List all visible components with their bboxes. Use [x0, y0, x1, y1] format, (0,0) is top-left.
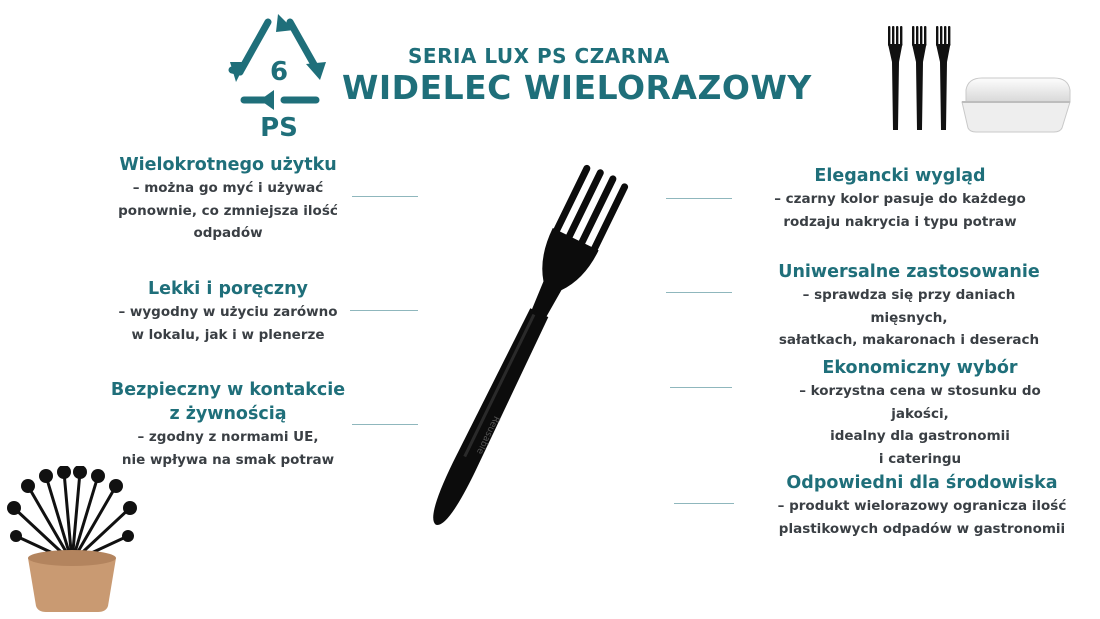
feature-title: Odpowiedni dla środowiska: [786, 473, 1058, 493]
feature-description: – czarny kolor pasuje do każdego rodzaju nakrycia i typu potraw: [774, 191, 1026, 230]
feature-reusable: [94, 153, 362, 245]
feature-title: Ekonomiczny wybór: [822, 358, 1018, 378]
feature-description: – sprawdza się przy daniach mięsnych, sałatkach, makaronach i deserach: [778, 287, 1040, 348]
forks-image: [882, 22, 958, 134]
feature-title: Elegancki wygląd: [814, 166, 986, 186]
feature-title: Wielokrotnego użytku: [119, 155, 337, 175]
food-container-image: [958, 68, 1074, 138]
feature-description: – wygodny w użyciu zarówno w lokalu, jak i w plenerze: [118, 304, 338, 343]
recycle-ps-6-icon: [226, 10, 332, 142]
connector-line: [350, 310, 418, 311]
feature-description: – można go myć i używać ponownie, co zmniejsza ilość odpadów: [118, 180, 338, 241]
feature-food-safe: [94, 378, 362, 471]
feature-description: – produkt wielorazowy ogranicza ilość plastikowych odpadów w gastronomii: [777, 498, 1067, 537]
feature-eco-friendly: [776, 471, 1068, 540]
feature-economic: [774, 356, 1066, 470]
connector-line: [666, 292, 732, 293]
feature-elegant: [764, 164, 1036, 233]
feature-title: Lekki i poręczny: [148, 279, 308, 299]
feature-description: – korzystna cena w stosunku do jakości, idealny dla gastronomii i cateringu: [799, 383, 1041, 467]
connector-line: [674, 503, 734, 504]
connector-line: [352, 424, 418, 425]
feature-lightweight: [94, 277, 362, 346]
feature-description: – zgodny z normami UE, nie wpływa na smak potraw: [121, 429, 335, 468]
connector-line: [352, 196, 418, 197]
fork-imprint-text: Reusable: [474, 414, 501, 456]
connector-line: [670, 387, 732, 388]
feature-title: Uniwersalne zastosowanie: [778, 262, 1040, 282]
connector-line: [666, 198, 732, 199]
page-title: WIDELEC WIELORAZOWY: [342, 68, 812, 107]
feature-universal: [764, 260, 1054, 352]
recycle-code: PS: [260, 113, 298, 142]
cup-with-forks-image: [6, 466, 138, 614]
feature-title: Bezpieczny w kontakcie z żywnością: [110, 380, 346, 424]
series-subtitle: SERIA LUX PS CZARNA: [408, 44, 670, 68]
fork-image: [405, 150, 635, 550]
recycle-number: 6: [269, 57, 289, 87]
